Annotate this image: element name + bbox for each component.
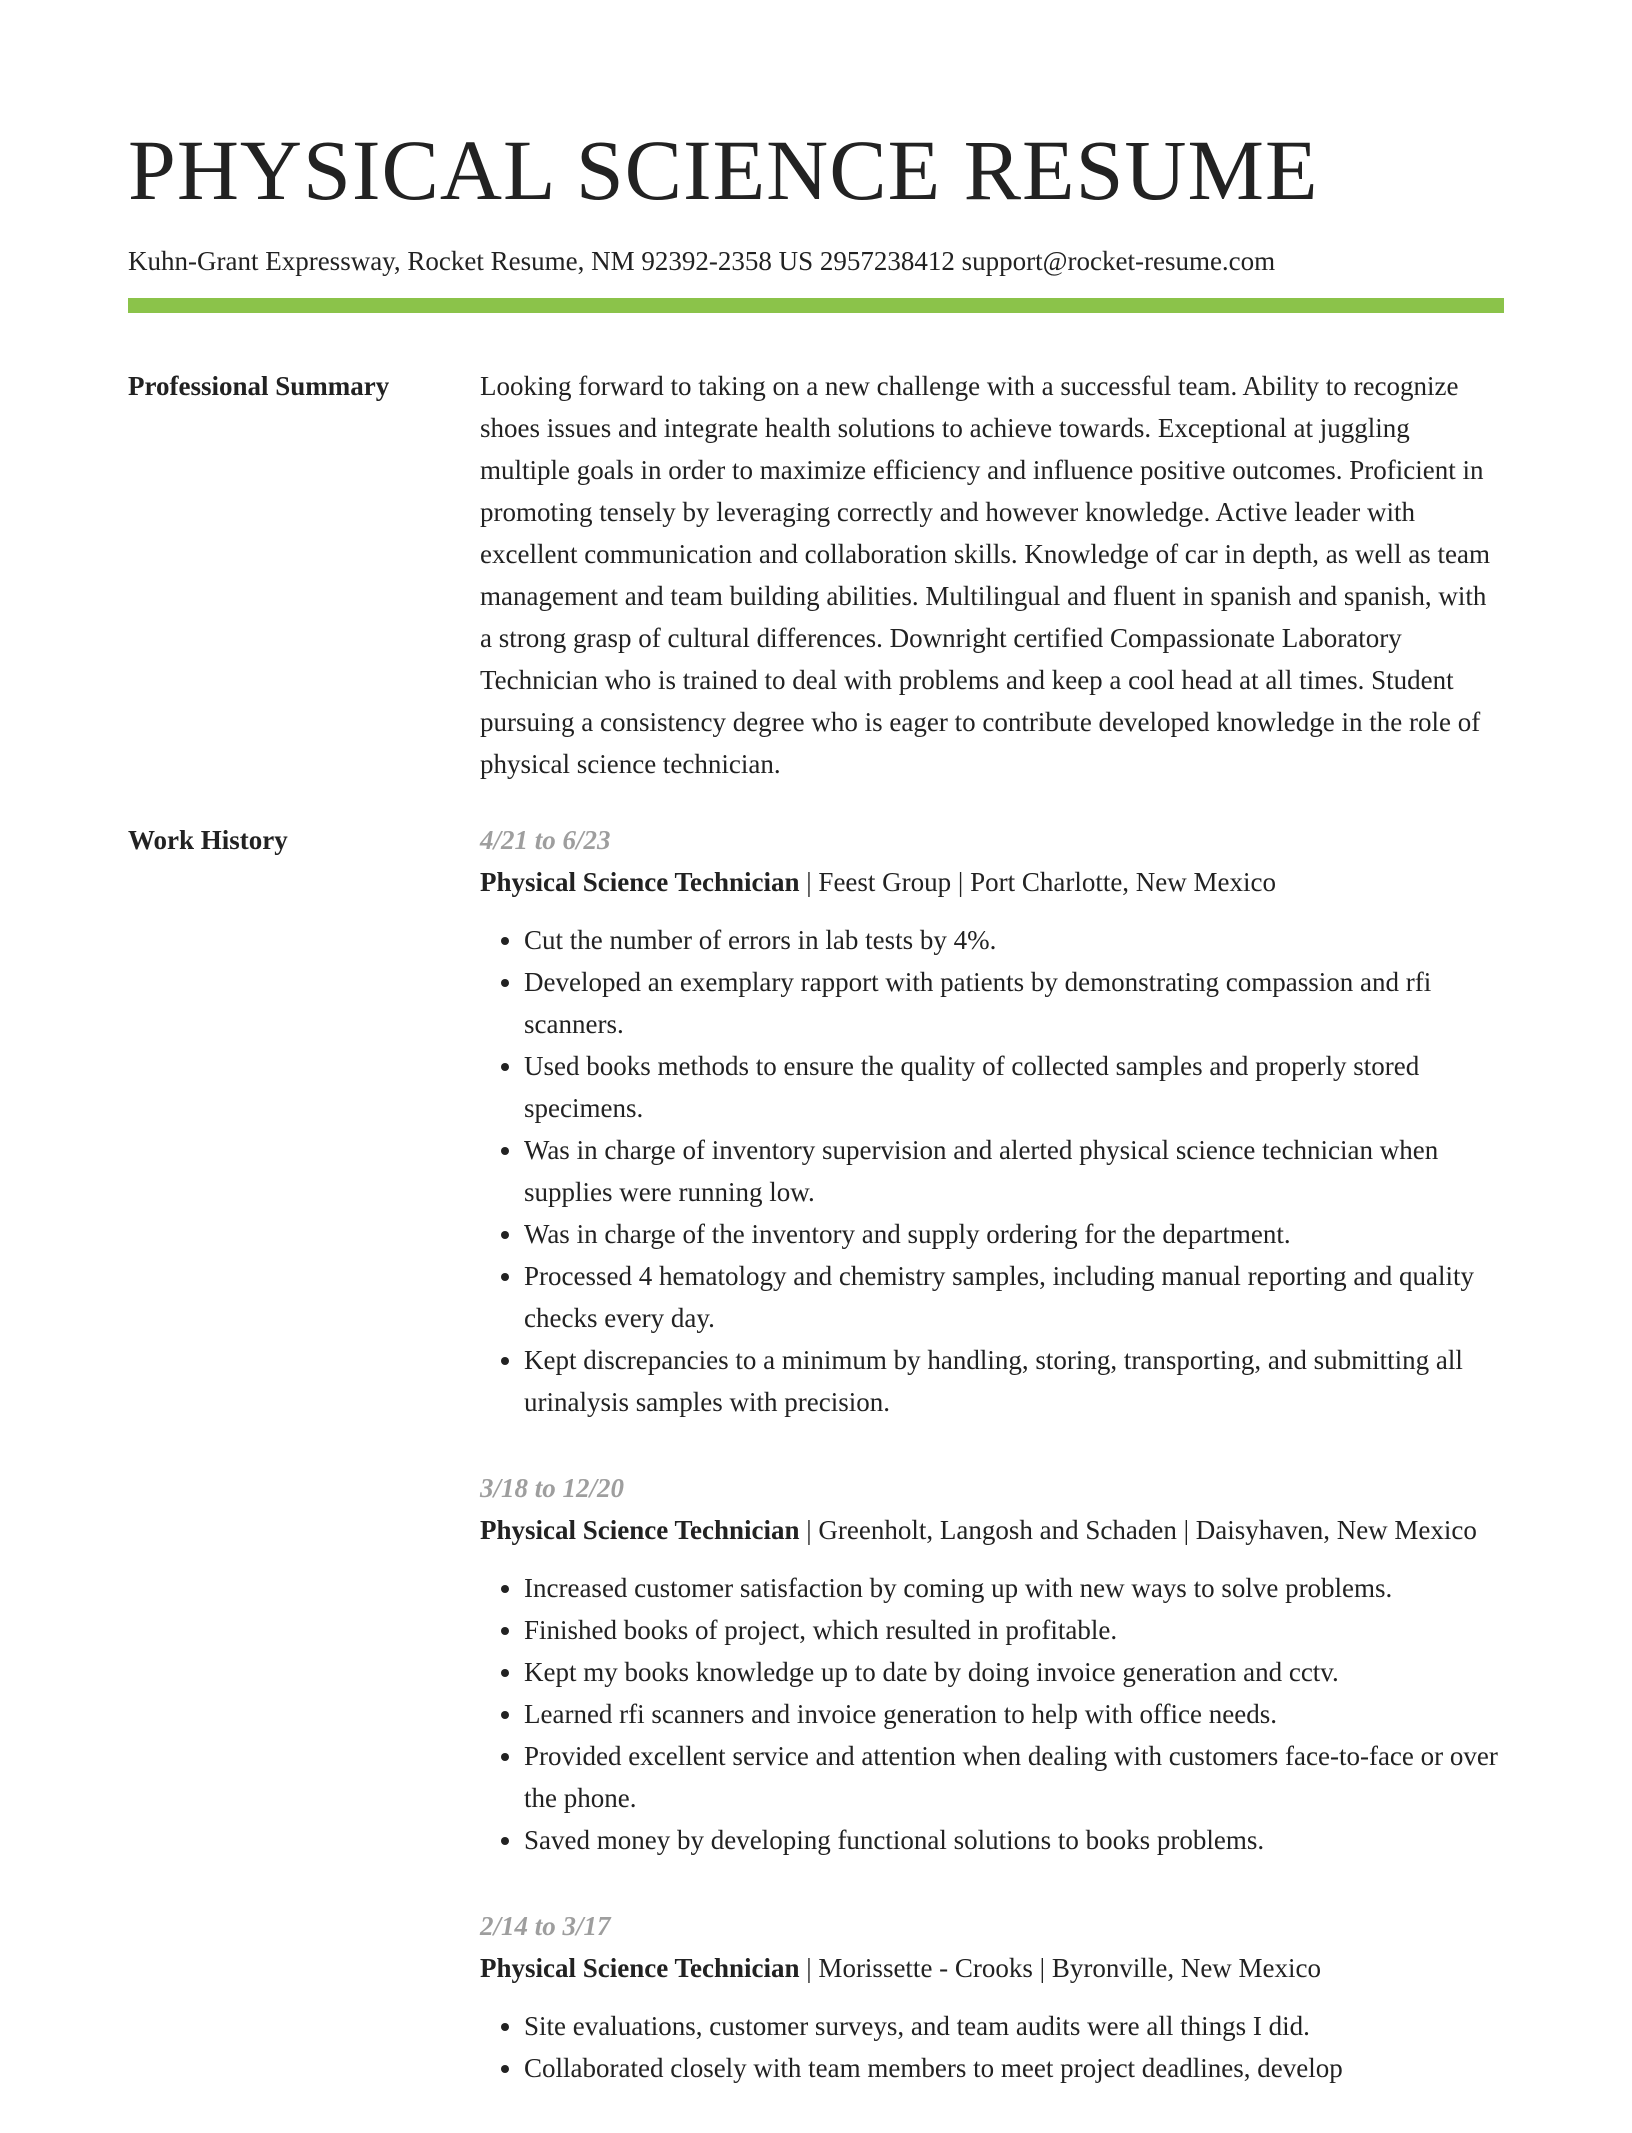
job-title: Physical Science Technician bbox=[480, 1515, 800, 1545]
contact-line: Kuhn-Grant Expressway, Rocket Resume, NM 92392-2358 US 2957238412 support@rocket-resume.com bbox=[128, 246, 1276, 276]
job-heading bbox=[480, 861, 1504, 903]
job-bullet: • Collaborated closely with team members to meet project deadlines, develop bbox=[524, 2047, 1504, 2089]
job-employer-location: | Morissette - Crooks | Byronville, New Mexico bbox=[799, 1953, 1322, 1983]
job-bullet: • Used books methods to ensure the quality of collected samples and properly stored specimens. bbox=[524, 1045, 1504, 1129]
work-history-section bbox=[128, 819, 1504, 2133]
job-entry bbox=[480, 1467, 1504, 1861]
work-history-body bbox=[480, 819, 1504, 2133]
job-dates: 2/14 to 3/17 bbox=[480, 1911, 611, 1941]
job-bullet: • Increased customer satisfaction by coming up with new ways to solve problems. bbox=[524, 1567, 1504, 1609]
job-title: Physical Science Technician bbox=[480, 1953, 800, 1983]
summary-section bbox=[128, 365, 1504, 785]
section-heading-summary: Professional Summary bbox=[128, 371, 390, 401]
job-bullet: • Site evaluations, customer surveys, and team audits were all things I did. bbox=[524, 2005, 1504, 2047]
job-bullet: • Kept discrepancies to a minimum by handling, storing, transporting, and submitting all urinalysis samples with precision. bbox=[524, 1339, 1504, 1423]
job-bullet: • Was in charge of the inventory and supply ordering for the department. bbox=[524, 1213, 1504, 1255]
job-bullet-list bbox=[480, 2005, 1504, 2089]
job-bullet-list bbox=[480, 919, 1504, 1423]
job-bullet: • Kept my books knowledge up to date by doing invoice generation and cctv. bbox=[524, 1651, 1504, 1693]
job-bullet-list bbox=[480, 1567, 1504, 1861]
job-bullet: • Provided excellent service and attention when dealing with customers face-to-face or over the phone. bbox=[524, 1735, 1504, 1819]
job-bullet: • Processed 4 hematology and chemistry samples, including manual reporting and quality checks every day. bbox=[524, 1255, 1504, 1339]
resume-page bbox=[128, 0, 1504, 2133]
job-dates: 3/18 to 12/20 bbox=[480, 1473, 625, 1503]
job-bullet: • Saved money by developing functional solutions to books problems. bbox=[524, 1819, 1504, 1861]
job-heading bbox=[480, 1509, 1504, 1551]
job-bullet: • Developed an exemplary rapport with patients by demonstrating compassion and rfi scanners. bbox=[524, 961, 1504, 1045]
job-bullet: • Finished books of project, which resulted in profitable. bbox=[524, 1609, 1504, 1651]
summary-text: Looking forward to taking on a new challenge with a successful team. Ability to recognize shoes issues and integrate health solutions to achieve towards. Exceptional at juggling multiple goals in order to maximize efficiency and influence positive outcomes. Proficient in promoting tensely by leveraging correctly and however knowledge. Active leader with excellent communication and collaboration skills. Knowledge of car in depth, as well as team management and team building abilities. Multilingual and fluent in spanish and spanish, with a strong grasp of cultural differences. Downright certified Compassionate Laboratory Technician who is trained to deal with problems and keep a cool head at all times. Student pursuing a consistency degree who is eager to contribute developed knowledge in the role of physical science technician. bbox=[480, 371, 1490, 779]
job-dates: 4/21 to 6/23 bbox=[480, 825, 611, 855]
job-employer-location: | Greenholt, Langosh and Schaden | Daisyhaven, New Mexico bbox=[799, 1515, 1477, 1545]
accent-divider bbox=[128, 298, 1504, 313]
job-entry bbox=[480, 819, 1504, 1423]
job-entry bbox=[480, 1905, 1504, 2089]
job-bullet: • Was in charge of inventory supervision and alerted physical science technician when supplies were running low. bbox=[524, 1129, 1504, 1213]
section-heading-work-history: Work History bbox=[128, 825, 288, 855]
summary-body bbox=[480, 365, 1504, 785]
job-title: Physical Science Technician bbox=[480, 867, 800, 897]
job-bullet: • Learned rfi scanners and invoice generation to help with office needs. bbox=[524, 1693, 1504, 1735]
resume-title: PHYSICAL SCIENCE RESUME bbox=[128, 122, 1319, 218]
job-heading bbox=[480, 1947, 1504, 1989]
job-employer-location: | Feest Group | Port Charlotte, New Mexico bbox=[799, 867, 1277, 897]
job-bullet: • Cut the number of errors in lab tests by 4%. bbox=[524, 919, 1504, 961]
